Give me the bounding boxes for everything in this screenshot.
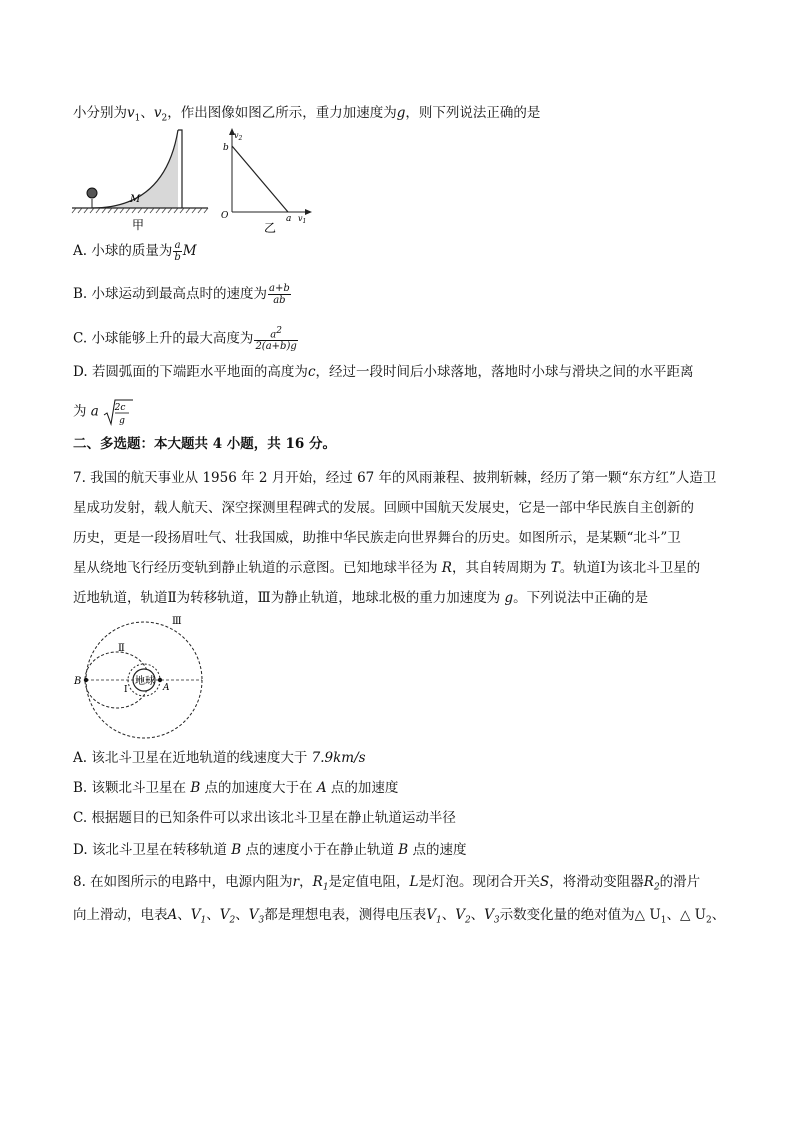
ball-icon — [87, 188, 97, 198]
q7-line-2: 星成功发射，载人航天、深空探测里程碑式的发展。回顾中国航天发展史，它是一部中华民族自主创新的 — [73, 500, 694, 516]
q6-option-a: A. 小球的质量为 $\frac{a}{b}$ M — [73, 240, 197, 263]
label-point-b: B — [74, 676, 82, 687]
q7-option-c: C. 根据题目的已知条件可以求出该北斗卫星在静止轨道运动半径 — [73, 810, 456, 826]
orbit-figure — [72, 612, 212, 744]
v2-v1-line — [232, 146, 288, 212]
svg-text:g: g — [119, 416, 126, 426]
q6-option-c: C. 小球能够上升的最大高度为 $\frac{a^2}{2(a+b)g}$ — [73, 326, 297, 353]
q6-option-b: B. 小球运动到最高点时的速度为 $\frac{a+b}{ab}$ — [73, 283, 290, 306]
axis-y-label: $v_2$ — [234, 131, 243, 142]
figure-yi — [218, 126, 314, 234]
q7-option-b: B. 该颗北斗卫星在 B 点的加速度大于在 A 点的加速度 — [73, 780, 399, 796]
q6-option-d: D. 若圆弧面的下端距水平地面的高度为c，经过一段时间后小球落地，落地时小球与滑块之间的水平距离 — [73, 364, 694, 380]
label-orbit-i: Ⅰ — [124, 685, 128, 695]
caption-jia: 甲 — [132, 218, 145, 232]
q7-line-3: 历史，更是一段扬眉吐气、壮我国威，助推中华民族走向世界舞台的历史。如图所示，是某颗“北斗”卫 — [73, 530, 681, 546]
label-point-a: A — [163, 683, 170, 693]
figure-jia — [70, 126, 210, 232]
q7-line-4: 星从绕地飞行经历变轨到静止轨道的示意图。已知地球半径为 R，其自转周期为 T。轨道Ⅰ为该北斗卫星的 — [73, 560, 701, 576]
intro-line: 小分别为$v_1$、$v_2$，作出图像如图乙所示，重力加速度为g，则下列说法正确的是 — [73, 105, 541, 124]
label-orbit-iii: Ⅲ — [172, 616, 182, 627]
sqrt-expression — [103, 398, 133, 426]
label-a: a — [286, 214, 292, 224]
q6-option-d-line2: 为 a 2c g — [73, 398, 133, 426]
section-title: 二、多选题：本大题共 4 小题，共 16 分。 — [73, 436, 336, 452]
label-b: b — [223, 143, 229, 153]
q7-option-d: D. 该北斗卫星在转移轨道 B 点的速度小于在静止轨道 B 点的速度 — [73, 842, 467, 858]
svg-text:2c: 2c — [114, 403, 126, 413]
origin-label: O — [221, 211, 229, 221]
q7-line-1: 7. 我国的航天事业从 1956 年 2 月开始，经过 67 年的风雨兼程、披荆斩棘，经历了第一颗“东方红”人造卫 — [73, 470, 717, 486]
axis-x-label: $v_1$ — [298, 214, 307, 225]
q8-line-2: 向上滑动，电表A、$V_1$、$V_2$、$V_3$都是理想电表，测得电压表$V_1$、$V_2$、$V_3$示数变化量的绝对值为△ $U_1$、△ $U_2$、 — [73, 907, 726, 926]
label-m: M — [130, 194, 141, 205]
caption-yi: 乙 — [264, 221, 277, 234]
q8-line-1: 8. 在如图所示的电路中，电源内阻为r，$R_1$是定值电阻，L是灯泡。现闭合开关S，将滑动变阻器$R_2$的滑片 — [73, 874, 701, 893]
q7-line-5: 近地轨道，轨道Ⅱ为转移轨道，Ⅲ为静止轨道，地球北极的重力加速度为 g。下列说法中正确的是 — [73, 590, 649, 606]
label-orbit-ii: Ⅱ — [118, 643, 125, 654]
earth-label: 地球 — [135, 676, 155, 687]
q7-option-a: A. 该北斗卫星在近地轨道的线速度大于 7.9km/s — [73, 750, 366, 766]
